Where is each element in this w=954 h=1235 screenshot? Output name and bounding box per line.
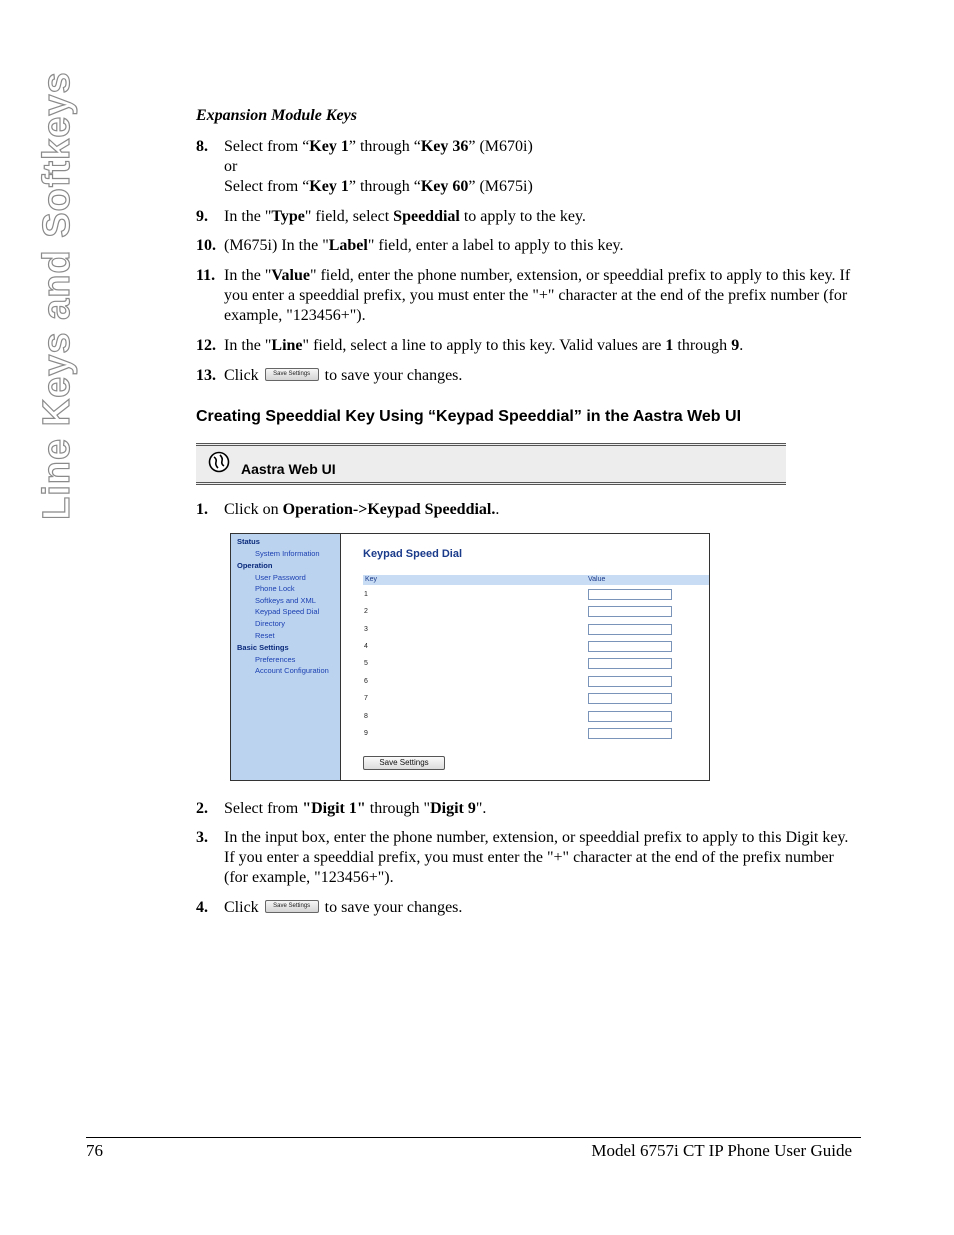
bold-text: Key 60 bbox=[420, 178, 469, 195]
bold-text: 9 bbox=[731, 337, 740, 354]
section-heading: Creating Speeddial Key Using “Keypad Speeddial” in the Aastra Web UI bbox=[196, 408, 742, 425]
key-label: 9 bbox=[364, 730, 368, 737]
col-value-header: Value bbox=[588, 576, 606, 583]
table-header bbox=[363, 575, 709, 585]
text: to save your changes. bbox=[324, 367, 463, 384]
bold-text: Digit 9 bbox=[430, 800, 476, 817]
nav-status[interactable]: Status bbox=[237, 537, 260, 546]
value-input-5[interactable] bbox=[588, 658, 672, 669]
bold-text: 1 bbox=[665, 337, 674, 354]
text: In the " bbox=[224, 267, 272, 284]
bold-text: Key 36 bbox=[420, 138, 469, 155]
step-2 bbox=[196, 799, 856, 819]
step-number: 11. bbox=[196, 267, 216, 284]
step-number: 9. bbox=[196, 208, 208, 225]
text: " field, enter the phone number, extension, or speeddial prefix to apply to this key. If you enter a speeddial prefix, you must enter the "+" character at the end of the prefix number (for example, "123456+"). bbox=[224, 267, 851, 324]
nav-operation[interactable]: Operation bbox=[237, 561, 273, 570]
step-number: 2. bbox=[196, 800, 208, 817]
subheading: Expansion Module Keys bbox=[196, 107, 357, 124]
text: . bbox=[495, 501, 500, 518]
value-input-3[interactable] bbox=[588, 624, 672, 635]
step-number: 4. bbox=[196, 899, 208, 916]
bold-text: Line bbox=[271, 337, 303, 354]
step-12 bbox=[196, 336, 856, 356]
step-11 bbox=[196, 266, 856, 326]
save-settings-button-image: Save Settings bbox=[265, 368, 319, 381]
value-input-7[interactable] bbox=[588, 693, 672, 704]
keypad-speed-dial-screenshot bbox=[230, 533, 710, 781]
value-input-6[interactable] bbox=[588, 676, 672, 687]
nav-reset[interactable]: Reset bbox=[255, 631, 275, 640]
guide-title: Model 6757i CT IP Phone User Guide bbox=[591, 1141, 852, 1160]
nav-system-information[interactable]: System Information bbox=[255, 549, 320, 558]
step-number: 3. bbox=[196, 829, 208, 846]
key-label: 4 bbox=[364, 643, 368, 650]
nav-user-password[interactable]: User Password bbox=[255, 573, 306, 582]
text: Select from “ bbox=[224, 178, 310, 195]
web-ui-page-title: Keypad Speed Dial bbox=[363, 548, 463, 560]
text: Click bbox=[224, 367, 259, 384]
page-number: 76 bbox=[86, 1141, 103, 1160]
step-number: 8. bbox=[196, 138, 208, 155]
nav-basic-settings[interactable]: Basic Settings bbox=[237, 643, 289, 652]
text: ". bbox=[475, 800, 487, 817]
text: to save your changes. bbox=[324, 899, 463, 916]
nav-softkeys-xml[interactable]: Softkeys and XML bbox=[255, 596, 316, 605]
text: " field, select bbox=[304, 208, 394, 225]
text: ” (M670i) bbox=[468, 138, 533, 155]
step-10 bbox=[196, 236, 856, 256]
text: . bbox=[739, 337, 744, 354]
text: Select from “ bbox=[224, 138, 310, 155]
text: through bbox=[673, 337, 732, 354]
side-section-title: Line Keys and Softkeys bbox=[36, 71, 78, 520]
step-9 bbox=[196, 207, 856, 227]
nav-keypad-speed-dial[interactable]: Keypad Speed Dial bbox=[255, 607, 320, 616]
step-8 bbox=[196, 137, 856, 197]
aastra-web-ui-banner bbox=[196, 443, 786, 485]
webui-label: Aastra Web UI bbox=[241, 461, 336, 477]
text: through " bbox=[365, 800, 431, 817]
value-input-4[interactable] bbox=[588, 641, 672, 652]
bold-text: Key 1 bbox=[309, 138, 349, 155]
bold-text: Key 1 bbox=[309, 178, 349, 195]
step-13 bbox=[196, 366, 856, 386]
step-number: 13. bbox=[196, 367, 216, 384]
text: " field, select a line to apply to this key. Valid values are bbox=[302, 337, 666, 354]
text: Click bbox=[224, 899, 259, 916]
globe-icon bbox=[208, 451, 230, 473]
col-key-header: Key bbox=[365, 576, 378, 583]
text: ” through “ bbox=[348, 178, 421, 195]
step-number: 10. bbox=[196, 237, 216, 254]
text: In the " bbox=[224, 208, 272, 225]
web-ui-sidebar bbox=[231, 534, 341, 780]
key-label: 2 bbox=[364, 608, 368, 615]
key-label: 6 bbox=[364, 678, 368, 685]
step-3 bbox=[196, 828, 856, 888]
text: ” through “ bbox=[348, 138, 421, 155]
text: Click on bbox=[224, 501, 283, 518]
step-number: 12. bbox=[196, 337, 216, 354]
bold-text: Label bbox=[328, 237, 368, 254]
bold-text: Operation->Keypad Speeddial. bbox=[282, 501, 496, 518]
bold-text: "Digit 1" bbox=[302, 800, 366, 817]
save-settings-button[interactable]: Save Settings bbox=[363, 756, 445, 770]
text: ” (M675i) bbox=[468, 178, 533, 195]
text: In the " bbox=[224, 337, 272, 354]
step-number: 1. bbox=[196, 501, 208, 518]
text: to apply to the key. bbox=[459, 208, 586, 225]
text: Select from bbox=[224, 800, 303, 817]
key-label: 5 bbox=[364, 660, 368, 667]
value-input-8[interactable] bbox=[588, 711, 672, 722]
text: " field, enter a label to apply to this key. bbox=[367, 237, 624, 254]
step-1 bbox=[196, 500, 856, 520]
bold-text: Value bbox=[271, 267, 310, 284]
key-label: 1 bbox=[364, 591, 368, 598]
key-label: 7 bbox=[364, 695, 368, 702]
key-label: 3 bbox=[364, 626, 368, 633]
value-input-2[interactable] bbox=[588, 606, 672, 617]
text: In the input box, enter the phone number, extension, or speeddial prefix to apply to this Digit key. If you enter a speeddial prefix, you must enter the "+" character at the end of the prefix number (for example, "123456+"). bbox=[224, 829, 849, 886]
text: (M675i) In the " bbox=[224, 237, 329, 254]
footer-rule bbox=[86, 1137, 861, 1138]
bold-text: Speeddial bbox=[393, 208, 460, 225]
key-label: 8 bbox=[364, 713, 368, 720]
bold-text: Type bbox=[271, 208, 305, 225]
nav-preferences[interactable]: Preferences bbox=[255, 655, 296, 664]
nav-phone-lock[interactable]: Phone Lock bbox=[255, 584, 295, 593]
save-settings-button-image: Save Settings bbox=[265, 900, 319, 913]
value-input-1[interactable] bbox=[588, 589, 672, 600]
nav-directory[interactable]: Directory bbox=[255, 619, 286, 628]
text: or bbox=[224, 158, 238, 175]
value-input-9[interactable] bbox=[588, 728, 672, 739]
nav-account-configuration[interactable]: Account Configuration bbox=[255, 666, 329, 675]
step-4 bbox=[196, 898, 856, 918]
